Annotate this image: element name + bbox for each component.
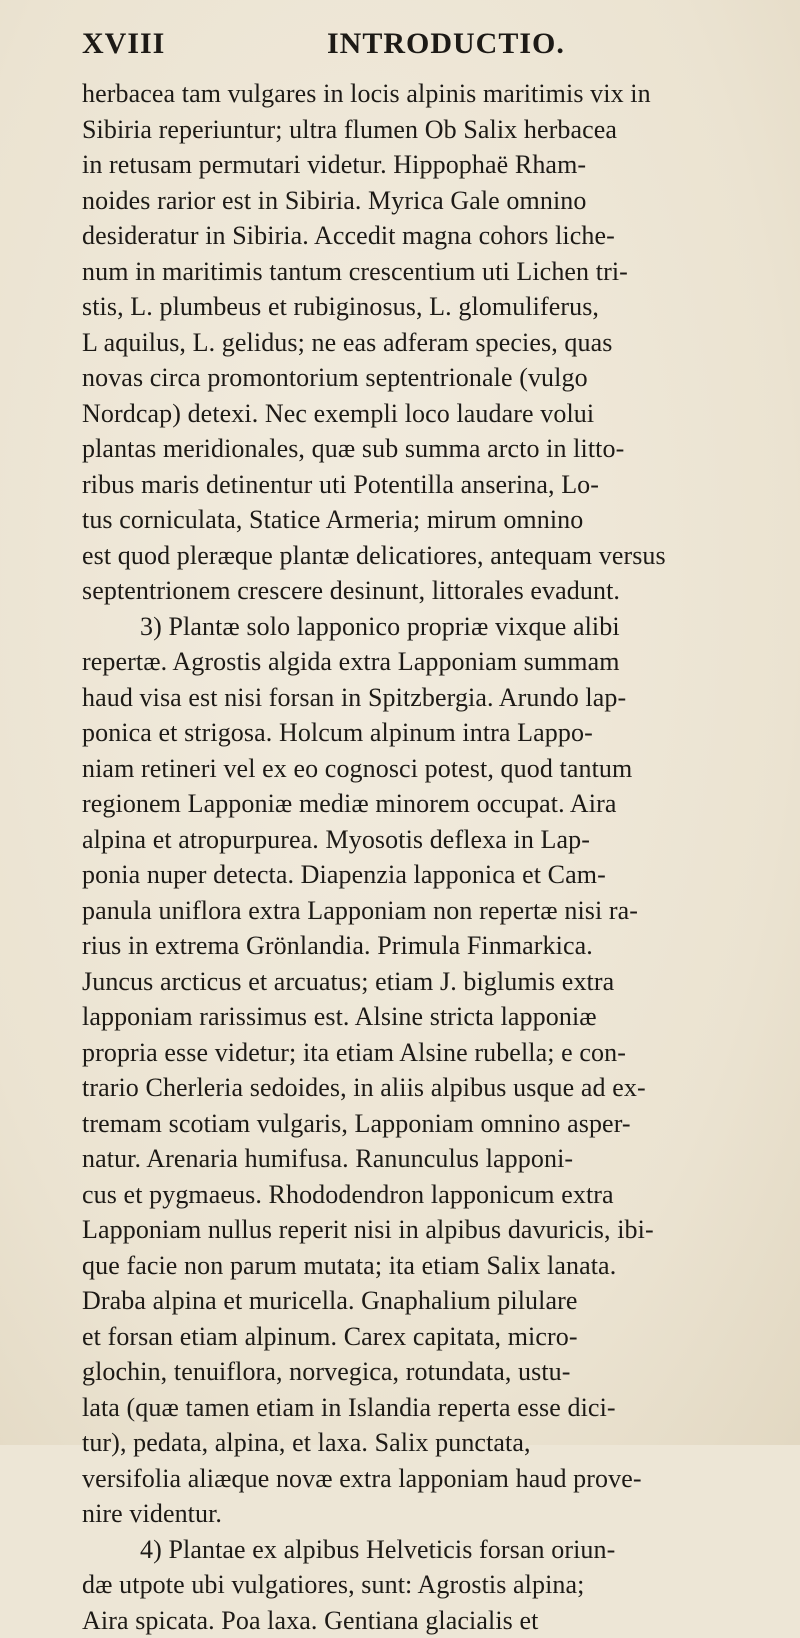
text-line: tur), pedata, alpina, et laxa. Salix punctata, — [82, 1425, 782, 1461]
text-line: nire videntur. — [82, 1496, 782, 1532]
text-line: dæ utpote ubi vulgatiores, sunt: Agrostis alpina; — [82, 1567, 782, 1603]
running-header — [82, 24, 782, 64]
text-line: tremam scotiam vulgaris, Lapponiam omnino asper- — [82, 1106, 782, 1142]
text-line: Sibiria reperiuntur; ultra flumen Ob Salix herbacea — [82, 112, 782, 148]
text-line: desideratur in Sibiria. Accedit magna cohors liche- — [82, 218, 782, 254]
body-text — [82, 76, 782, 1638]
page-folio: XVIII — [82, 24, 165, 64]
text-line: plantas meridionales, quæ sub summa arcto in litto- — [82, 431, 782, 467]
text-line: propria esse videtur; ita etiam Alsine rubella; e con- — [82, 1035, 782, 1071]
text-line: septentrionem crescere desinunt, littorales evadunt. — [82, 573, 782, 609]
text-line: natur. Arenaria humifusa. Ranunculus lapponi- — [82, 1141, 782, 1177]
text-line: Draba alpina et muricella. Gnaphalium pilulare — [82, 1283, 782, 1319]
text-line: Juncus arcticus et arcuatus; etiam J. biglumis extra — [82, 964, 782, 1000]
text-line: ponica et strigosa. Holcum alpinum intra Lappo- — [82, 715, 782, 751]
text-line: in retusam permutari videtur. Hippophaë Rham- — [82, 147, 782, 183]
text-line: rius in extrema Grönlandia. Primula Finmarkica. — [82, 928, 782, 964]
text-line: alpina et atropurpurea. Myosotis deflexa in Lap- — [82, 822, 782, 858]
text-line: panula uniflora extra Lapponiam non repertæ nisi ra- — [82, 893, 782, 929]
text-line: L aquilus, L. gelidus; ne eas adferam species, quas — [82, 325, 782, 361]
text-line: noides rarior est in Sibiria. Myrica Gale omnino — [82, 183, 782, 219]
text-line: glochin, tenuiflora, norvegica, rotundata, ustu- — [82, 1354, 782, 1390]
text-line: ribus maris detinentur uti Potentilla anserina, Lo- — [82, 467, 782, 503]
text-line: niam retineri vel ex eo cognosci potest, quod tantum — [82, 751, 782, 787]
text-line: herbacea tam vulgares in locis alpinis maritimis vix in — [82, 76, 782, 112]
text-line: est quod pleræque plantæ delicatiores, antequam versus — [82, 538, 782, 574]
text-line: trario Cherleria sedoides, in aliis alpibus usque ad ex- — [82, 1070, 782, 1106]
text-line: et forsan etiam alpinum. Carex capitata, micro- — [82, 1319, 782, 1355]
text-line: regionem Lapponiæ mediæ minorem occupat. Aira — [82, 786, 782, 822]
text-line: ponia nuper detecta. Diapenzia lapponica et Cam- — [82, 857, 782, 893]
running-title: INTRODUCTIO. — [327, 24, 565, 64]
text-line: num in maritimis tantum crescentium uti Lichen tri- — [82, 254, 782, 290]
text-line: lapponiam rarissimus est. Alsine stricta lapponiæ — [82, 999, 782, 1035]
text-line: haud visa est nisi forsan in Spitzbergia. Arundo lap- — [82, 680, 782, 716]
text-line: stis, L. plumbeus et rubiginosus, L. glomuliferus, — [82, 289, 782, 325]
text-line: 3) Plantæ solo lapponico propriæ vixque alibi — [82, 609, 782, 645]
text-line: repertæ. Agrostis algida extra Lapponiam summam — [82, 644, 782, 680]
text-line: Nordcap) detexi. Nec exempli loco laudare volui — [82, 396, 782, 432]
text-line: lata (quæ tamen etiam in Islandia reperta esse dici- — [82, 1390, 782, 1426]
text-line: 4) Plantae ex alpibus Helveticis forsan oriun- — [82, 1532, 782, 1568]
text-line: versifolia aliæque novæ extra lapponiam haud prove- — [82, 1461, 782, 1497]
text-line: tus corniculata, Statice Armeria; mirum omnino — [82, 502, 782, 538]
text-line: que facie non parum mutata; ita etiam Salix lanata. — [82, 1248, 782, 1284]
text-line: cus et pygmaeus. Rhododendron lapponicum extra — [82, 1177, 782, 1213]
text-line: Aira spicata. Poa laxa. Gentiana glacialis et — [82, 1603, 782, 1638]
text-line: Lapponiam nullus reperit nisi in alpibus davuricis, ibi- — [82, 1212, 782, 1248]
text-line: novas circa promontorium septentrionale (vulgo — [82, 360, 782, 396]
